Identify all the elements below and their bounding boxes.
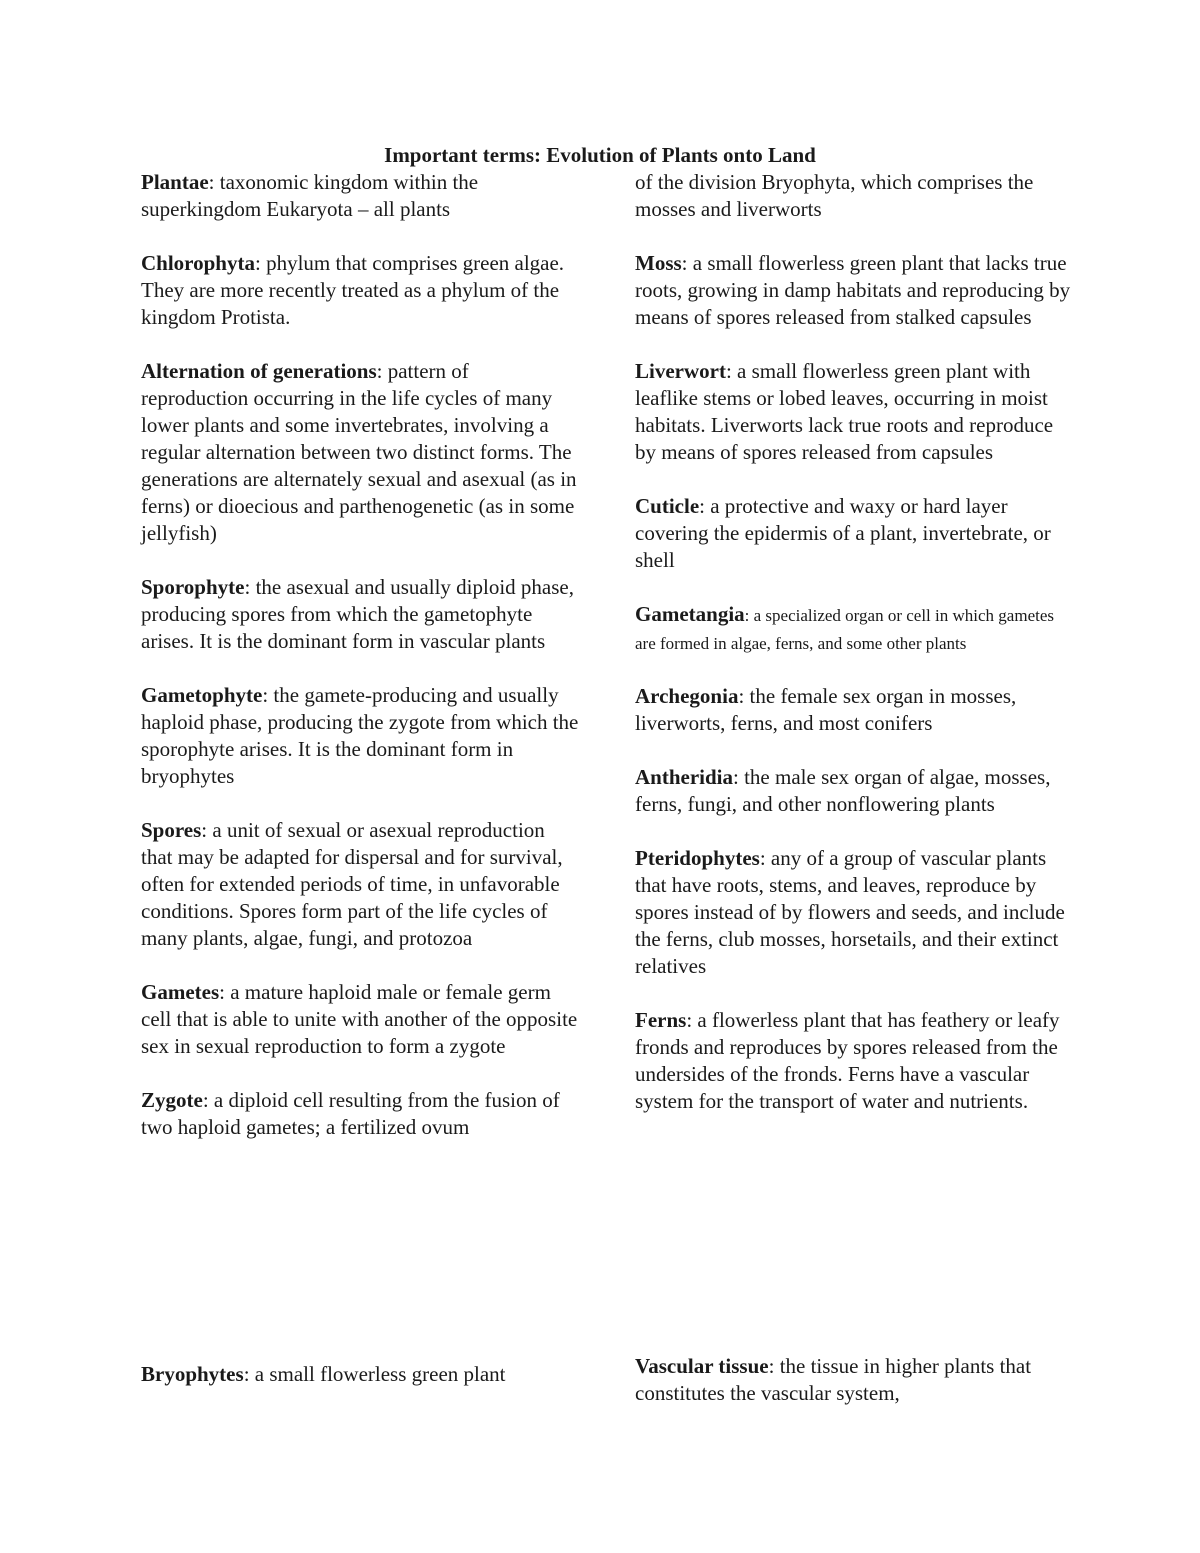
term-definition: : a small flowerless green plant that lacks true roots, growing in damp habitats and reproducing by means of spores released from stalked capsules: [635, 251, 1071, 329]
definition-entry-liverwort: [635, 358, 1075, 466]
term-label: Gametangia: [635, 602, 745, 626]
term-definition: : any of a group of vascular plants that have roots, stems, and leaves, reproduce by spores instead of by flowers and seeds, and include the ferns, club mosses, horsetails, and their extinct relatives: [635, 846, 1065, 978]
term-label: Alternation of generations: [141, 359, 377, 383]
right-column: [635, 169, 1075, 1142]
page-title: Important terms: Evolution of Plants onto Land: [384, 143, 816, 167]
term-label: Chlorophyta: [141, 251, 255, 275]
definition-entry-ferns: [635, 1007, 1075, 1115]
term-label: Antheridia: [635, 765, 734, 789]
term-definition: : phylum that comprises green algae. They are more recently treated as a phylum of the kingdom Protista.: [141, 251, 565, 329]
term-definition: : the gamete-producing and usually haploid phase, producing the zygote from which the sporophyte arises. It is the dominant form in bryophytes: [141, 683, 579, 788]
term-definition: : a unit of sexual or asexual reproduction that may be adapted for dispersal and for survival, often for extended periods of time, in unfavorable conditions. Spores form part of the life cycles of many plants, algae, fungi, and protozoa: [141, 818, 563, 950]
term-definition: : a flowerless plant that has feathery or leafy fronds and reproduces by spores released from the undersides of the fronds. Ferns have a vascular system for the transport of water and nutrients.: [635, 1008, 1060, 1113]
definition-entry-sporophyte: [141, 574, 581, 655]
definition-entry-gametangia: [635, 601, 1075, 656]
term-definition: : the tissue in higher plants that constitutes the vascular system,: [635, 1354, 1032, 1405]
definition-entry-gametes: [141, 979, 581, 1060]
definition-entry-gametophyte: [141, 682, 581, 790]
term-definition: : the asexual and usually diploid phase, producing spores from which the gametophyte arises. It is the dominant form in vascular plants: [141, 575, 574, 653]
term-definition: : a mature haploid male or female germ cell that is able to unite with another of the opposite sex in sexual reproduction to form a zygote: [141, 980, 578, 1058]
term-definition: : a small flowerless green plant with leaflike stems or lobed leaves, occurring in moist habitats. Liverworts lack true roots and reproduce by means of spores released from capsules: [635, 359, 1054, 464]
definition-entry-moss: [635, 250, 1075, 331]
definition-entry-zygote: [141, 1087, 581, 1141]
definition-entry-vascular-tissue: [635, 1353, 1075, 1407]
term-definition: : a small flowerless green plant: [243, 1362, 506, 1386]
definition-entry-alternation-of-generations: [141, 358, 581, 547]
definition-entry-pteridophytes: [635, 845, 1075, 980]
term-label: Moss: [635, 251, 682, 275]
term-label: Plantae: [141, 170, 209, 194]
term-label: Zygote: [141, 1088, 203, 1112]
definition-entry-spores: [141, 817, 581, 952]
definition-entry-archegonia: [635, 683, 1075, 737]
left-column: [141, 169, 581, 1168]
term-label: Gametes: [141, 980, 220, 1004]
term-definition: : pattern of reproduction occurring in the life cycles of many lower plants and some invertebrates, involving a regular alternation between two distinct forms. The generations are alternately sexual and asexual (as in ferns) or dioecious and parthenogenetic (as in some jellyfish): [141, 359, 577, 545]
term-label: Archegonia: [635, 684, 739, 708]
term-label: Vascular tissue: [635, 1354, 769, 1378]
term-definition: : taxonomic kingdom within the superkingdom Eukaryota – all plants: [141, 170, 479, 221]
term-label: Cuticle: [635, 494, 700, 518]
term-label: Gametophyte: [141, 683, 263, 707]
term-label: Bryophytes: [141, 1362, 244, 1386]
definition-entry-antheridia: [635, 764, 1075, 818]
term-label: Sporophyte: [141, 575, 245, 599]
term-definition: : a protective and waxy or hard layer covering the epidermis of a plant, invertebrate, or shell: [635, 494, 1051, 572]
term-definition: : a specialized organ or cell in which gametes are formed in algae, ferns, and some other plants: [635, 606, 1055, 653]
term-label: Spores: [141, 818, 202, 842]
definition-entry-cuticle: [635, 493, 1075, 574]
definition-entry-chlorophyta: [141, 250, 581, 331]
term-label: Pteridophytes: [635, 846, 760, 870]
bryophyta-continuation: of the division Bryophyta, which comprises the mosses and liverworts: [635, 170, 1034, 221]
term-label: Liverwort: [635, 359, 726, 383]
term-definition: : a diploid cell resulting from the fusion of two haploid gametes; a fertilized ovum: [141, 1088, 560, 1139]
definition-entry-bryophytes: [141, 1361, 581, 1388]
term-definition: : the female sex organ in mosses, liverworts, ferns, and most conifers: [635, 684, 1017, 735]
term-definition: : the male sex organ of algae, mosses, ferns, fungi, and other nonflowering plants: [635, 765, 1051, 816]
definition-entry-plantae: [141, 169, 581, 223]
term-label: Ferns: [635, 1008, 687, 1032]
